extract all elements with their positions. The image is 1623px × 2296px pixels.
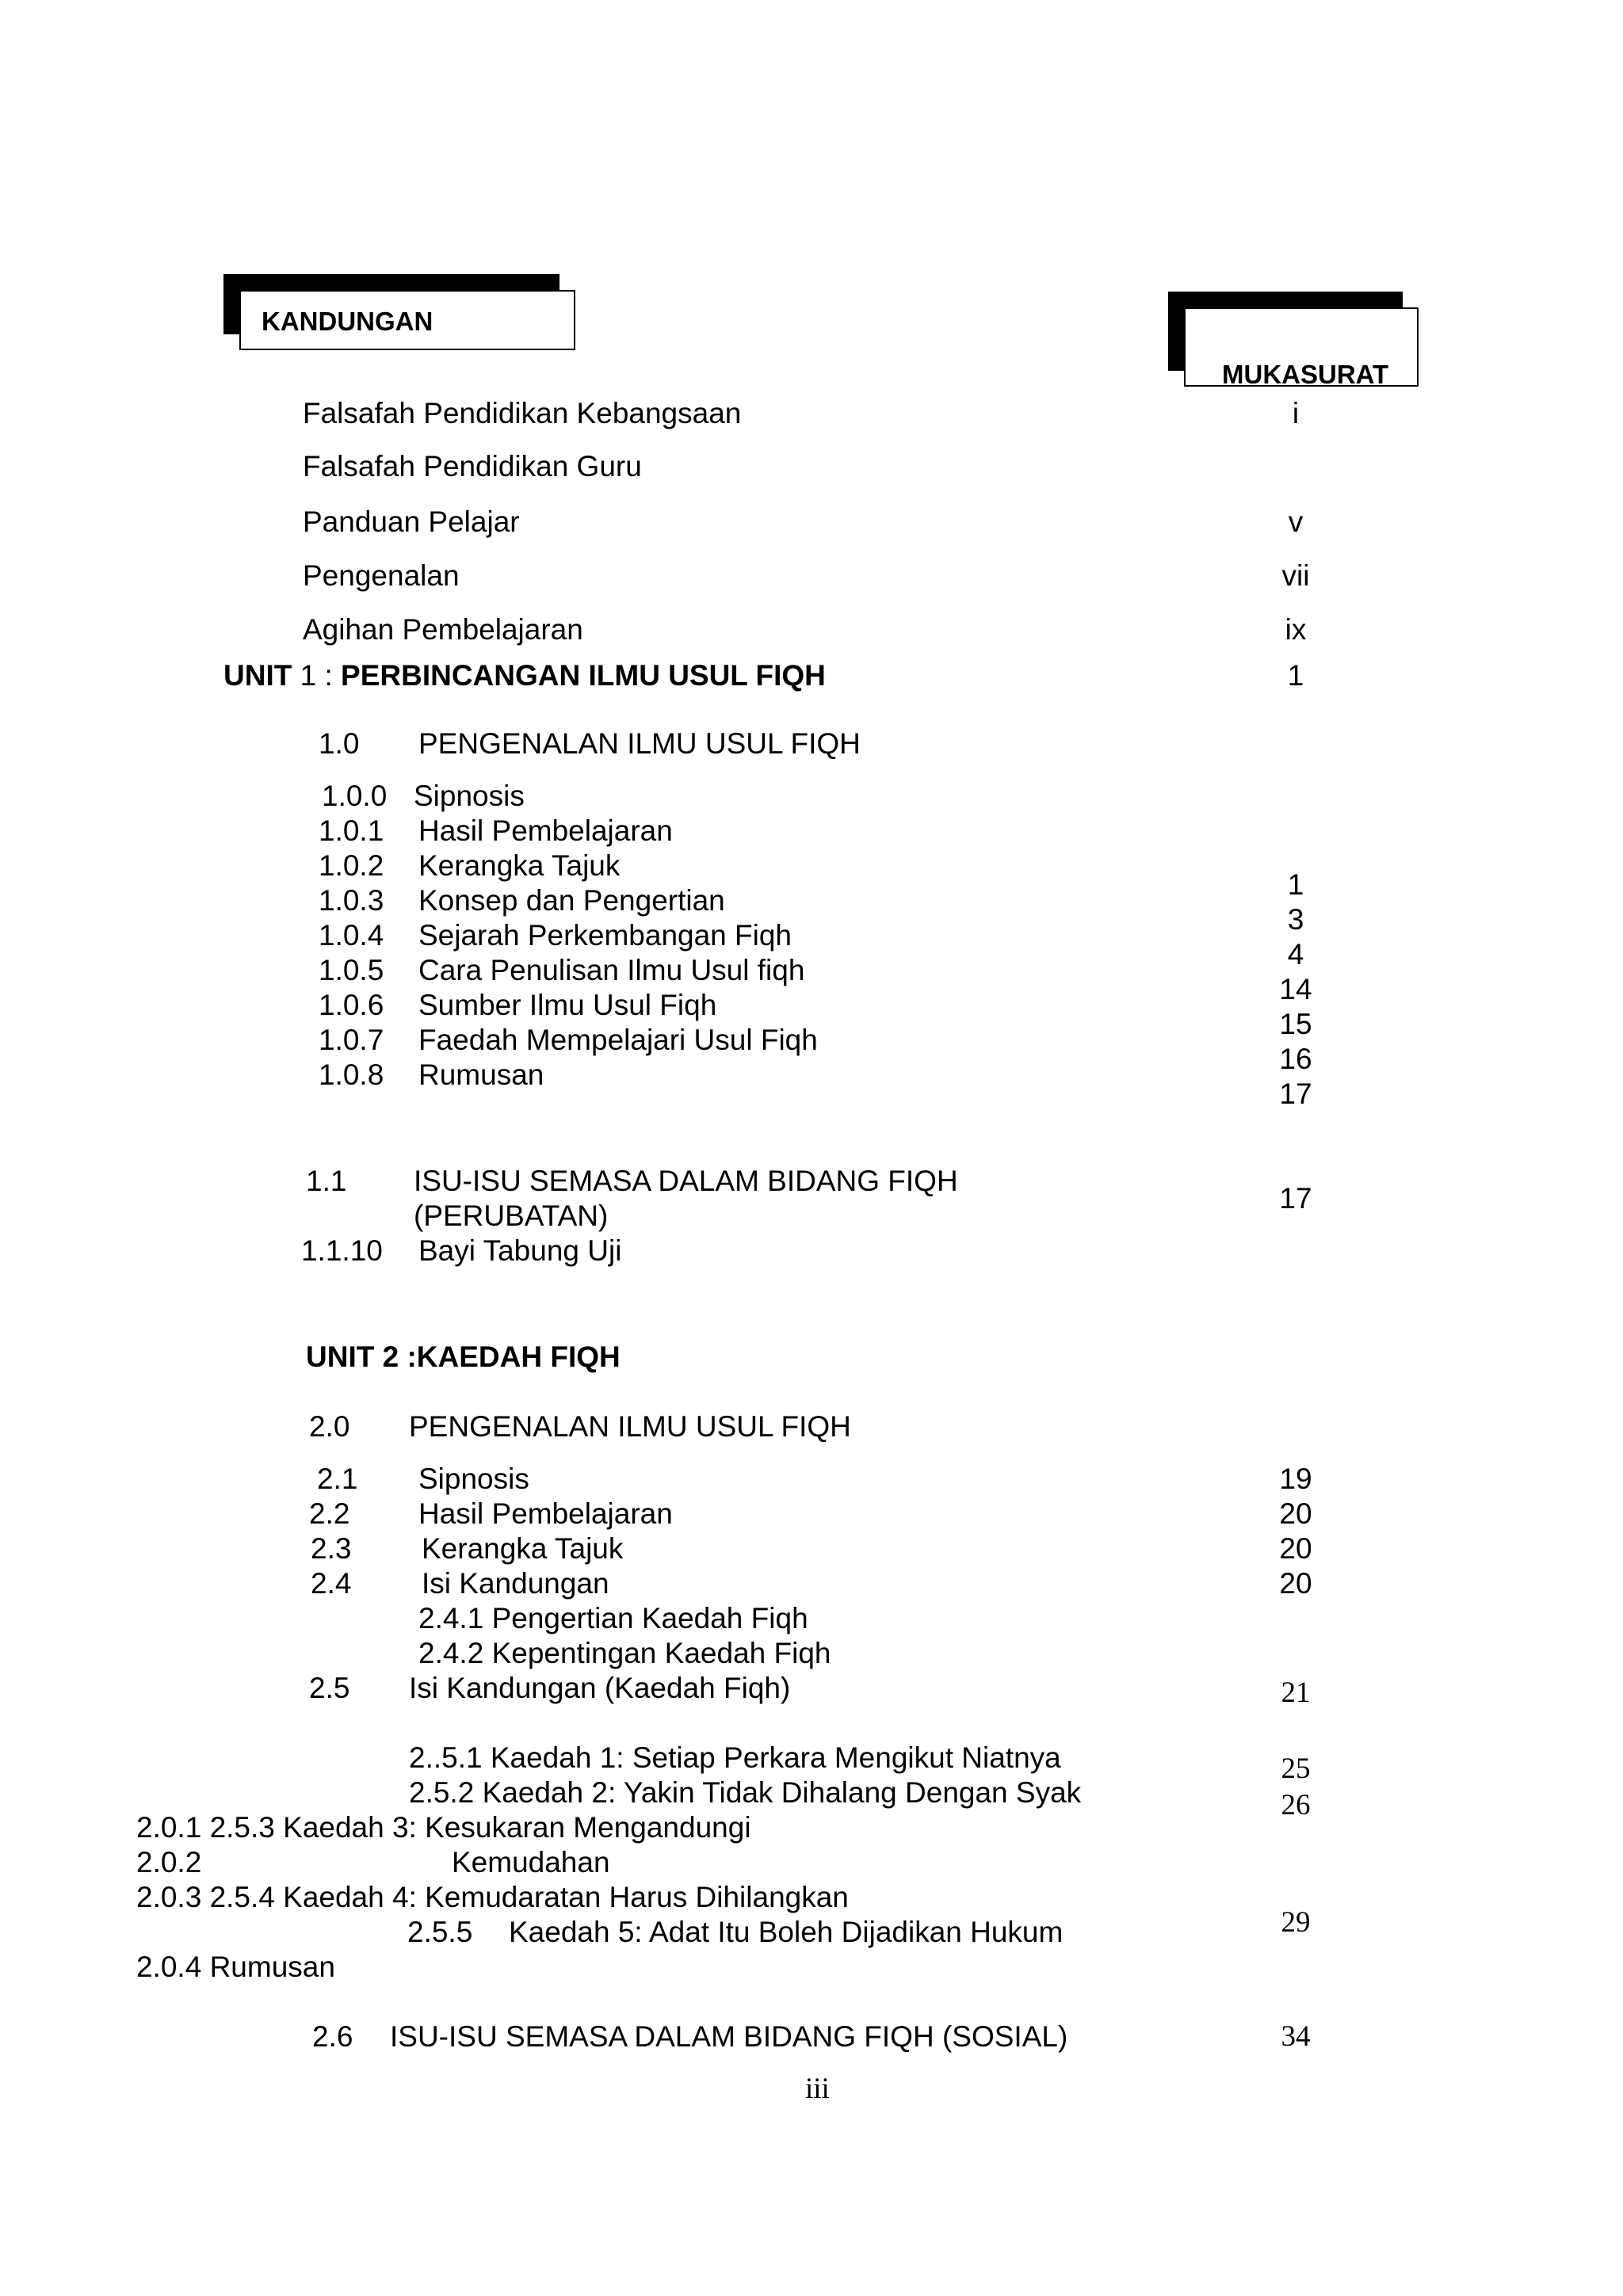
sub-item-title: Bayi Tabung Uji <box>418 1234 622 1267</box>
item-title: Sipnosis <box>418 1463 529 1495</box>
kaedah-page: 29 <box>1281 1906 1311 1939</box>
front-item-title: Falsafah Pendidikan Kebangsaan <box>303 397 742 429</box>
contents-label: KANDUNGAN <box>262 307 433 336</box>
item-title: Isi Kandungan (Kaedah Fiqh) <box>409 1672 791 1704</box>
issues-number: 1.1 <box>306 1165 347 1197</box>
kaedah-item: 2.0.3 2.5.4 Kaedah 4: Kemudaratan Harus Dihilangkan <box>136 1881 849 1913</box>
issues-page: 17 <box>1279 1182 1312 1215</box>
item-page: 16 <box>1279 1043 1312 1075</box>
front-item-title: Panduan Pelajar <box>303 505 520 538</box>
kaedah-page: 25 <box>1281 1753 1311 1785</box>
front-item-title: Falsafah Pendidikan Guru <box>303 450 642 482</box>
front-item-page: i <box>1292 397 1300 429</box>
front-item-page: vii <box>1281 559 1310 592</box>
page-column-label: MUKASURAT <box>1222 360 1389 387</box>
issues-title-continued: (PERUBATAN) <box>414 1199 609 1232</box>
unit1-page: 1 <box>1287 659 1304 692</box>
unit2-heading: UNIT 2 :KAEDAH FIQH <box>306 1341 621 1373</box>
issues-title: ISU-ISU SEMASA DALAM BIDANG FIQH (SOSIAL) <box>390 2020 1068 2053</box>
item-page: 3 <box>1287 903 1304 936</box>
item-number: 2.2 <box>309 1497 350 1530</box>
item-title: Konsep dan Pengertian <box>418 884 725 917</box>
kaedah-item-title: Kaedah 5: Adat Itu Boleh Dijadikan Hukum <box>509 1916 1064 1948</box>
item-page: 20 <box>1279 1567 1312 1600</box>
item-title: Isi Kandungan <box>422 1567 609 1600</box>
front-item-page: v <box>1288 505 1304 538</box>
front-item-page: ix <box>1285 613 1307 646</box>
item-number: 1.0.3 <box>319 884 384 917</box>
item-number: 1.0.2 <box>319 849 384 882</box>
item-page: 17 <box>1279 1077 1312 1110</box>
item-page: 4 <box>1287 938 1304 971</box>
item-page: 20 <box>1279 1497 1312 1530</box>
item-page: 1 <box>1287 868 1304 901</box>
page-number: iii <box>805 2073 830 2105</box>
page-box <box>1184 307 1419 387</box>
item-page: 19 <box>1279 1463 1312 1495</box>
item-number: 2.1 <box>317 1463 358 1495</box>
issues-title: ISU-ISU SEMASA DALAM BIDANG FIQH <box>414 1165 958 1197</box>
item-number: 1.0.8 <box>319 1058 384 1091</box>
item-title: Hasil Pembelajaran <box>418 1497 673 1530</box>
item-title: Kerangka Tajuk <box>418 849 621 882</box>
item-number: 1.0.6 <box>319 989 384 1021</box>
kaedah-item-continued: Kemudahan <box>452 1846 610 1878</box>
unit1-title: PERBINCANGAN ILMU USUL FIQH <box>341 659 826 692</box>
item-number: 1.0.7 <box>319 1024 384 1056</box>
front-item-title: Pengenalan <box>303 559 460 592</box>
item-number: 2.3 <box>311 1532 352 1565</box>
sub-item: 2.4.2 Kepentingan Kaedah Fiqh <box>418 1637 831 1669</box>
unit1-number: 1 : <box>292 659 342 692</box>
contents-box <box>239 290 575 350</box>
item-number: 1.0.4 <box>319 919 384 952</box>
item-page: 21 <box>1281 1676 1311 1709</box>
kaedah-item-number: 2.0.2 <box>136 1846 202 1878</box>
item-title: Hasil Pembelajaran <box>418 814 673 847</box>
unit1-prefix: UNIT <box>223 659 292 692</box>
item-title: Faedah Mempelajari Usul Fiqh <box>418 1024 818 1056</box>
section-title: PENGENALAN ILMU USUL FIQH <box>409 1410 851 1443</box>
kaedah-item: 2.0.1 2.5.3 Kaedah 3: Kesukaran Mengandungi <box>136 1811 751 1844</box>
item-number: 1.0.0 <box>322 780 388 812</box>
sub-item-number: 1.1.10 <box>301 1234 383 1267</box>
section-number: 2.0 <box>309 1410 350 1443</box>
item-title: Cara Penulisan Ilmu Usul fiqh <box>418 954 805 986</box>
kaedah-item-number: 2.5.5 <box>407 1916 473 1948</box>
item-page: 15 <box>1279 1008 1312 1040</box>
item-page: 14 <box>1279 973 1312 1005</box>
kaedah-page: 26 <box>1281 1789 1311 1821</box>
item-title: Rumusan <box>418 1058 544 1091</box>
section-number: 1.0 <box>319 727 360 760</box>
issues-page: 34 <box>1281 2020 1311 2053</box>
section-title: PENGENALAN ILMU USUL FIQH <box>418 727 861 760</box>
item-title: Sumber Ilmu Usul Fiqh <box>418 989 717 1021</box>
issues-number: 2.6 <box>312 2020 353 2053</box>
item-title: Sejarah Perkembangan Fiqh <box>418 919 792 952</box>
unit1-heading <box>223 661 826 690</box>
kaedah-item: 2..5.1 Kaedah 1: Setiap Perkara Mengikut Niatnya <box>409 1741 1061 1774</box>
front-item-title: Agihan Pembelajaran <box>303 613 583 646</box>
sub-item: 2.4.1 Pengertian Kaedah Fiqh <box>418 1602 808 1634</box>
item-number: 1.0.5 <box>319 954 384 986</box>
item-title: Kerangka Tajuk <box>422 1532 624 1565</box>
item-page: 20 <box>1279 1532 1312 1565</box>
kaedah-item: 2.5.2 Kaedah 2: Yakin Tidak Dihalang Dengan Syak <box>409 1776 1082 1809</box>
item-title: Sipnosis <box>414 780 525 812</box>
item-number: 1.0.1 <box>319 814 384 847</box>
summary-item: 2.0.4 Rumusan <box>136 1951 335 1983</box>
item-number: 2.5 <box>309 1672 350 1704</box>
item-number: 2.4 <box>311 1567 352 1600</box>
